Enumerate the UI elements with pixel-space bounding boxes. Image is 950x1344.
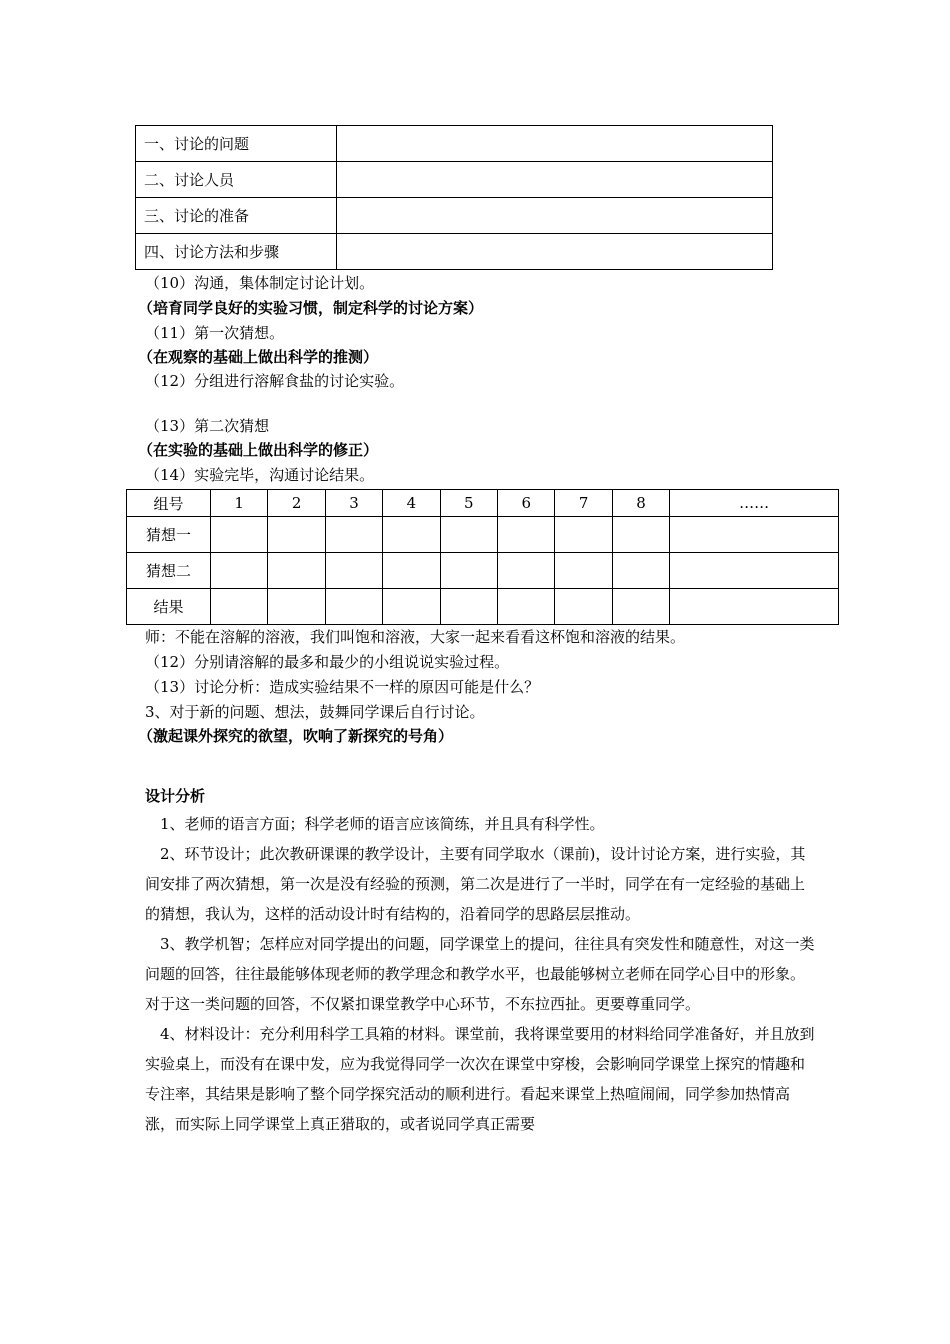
table-row bbox=[136, 198, 773, 234]
note-bold: （培育同学良好的实验习惯，制定科学的讨论方案） bbox=[138, 299, 484, 317]
analysis-body bbox=[145, 809, 815, 1139]
plan-value bbox=[337, 198, 773, 234]
analysis-paragraph: 4、材料设计：充分利用科学工具箱的材料。课堂前，我将课堂要用的材料给同学准备好，并且放到实验桌上，而没有在课中发，应为我觉得同学一次次在课堂中穿梭，会影响同学课堂上探究的情趣和专注率，其结果是影响了整个同学探究活动的顺利进行。看起来课堂上热喧闹闹，同学参加热情高涨，而实际上同学课堂上真正猎取的，或者说同学真正需要 bbox=[145, 1025, 815, 1133]
analysis-paragraph: 1、老师的语言方面；科学老师的语言应该简练，并且具有科学性。 bbox=[160, 815, 605, 833]
column-header: 5 bbox=[440, 490, 497, 517]
step-11: （11）第一次猜想。 bbox=[145, 324, 285, 342]
step-13b: （13）讨论分析：造成实验结果不一样的原因可能是什么？ bbox=[145, 678, 540, 696]
plan-value bbox=[337, 234, 773, 270]
plan-value bbox=[337, 162, 773, 198]
plan-label: 一、讨论的问题 bbox=[136, 126, 337, 162]
note-bold: （激起课外探究的欲望，吹响了新探究的号角） bbox=[138, 727, 454, 745]
table-row bbox=[127, 589, 839, 625]
plan-label: 三、讨论的准备 bbox=[136, 198, 337, 234]
column-header: 4 bbox=[383, 490, 440, 517]
results-table bbox=[126, 489, 839, 625]
column-header: 7 bbox=[555, 490, 612, 517]
column-header: 组号 bbox=[127, 490, 211, 517]
column-header: 8 bbox=[612, 490, 669, 517]
discussion-plan-table bbox=[135, 125, 773, 270]
column-header: 3 bbox=[325, 490, 382, 517]
column-header: 2 bbox=[268, 490, 325, 517]
plan-label: 四、讨论方法和步骤 bbox=[136, 234, 337, 270]
plan-label: 二、讨论人员 bbox=[136, 162, 337, 198]
analysis-paragraph: 2、环节设计；此次教研课课的教学设计，主要有同学取水（课前)，设计讨论方案，进行实验，其间安排了两次猜想，第一次是没有经验的预测，第二次是进行了一半时，同学在有一定经验的基础上的猜想，我认为，这样的活动设计时有结构的，沿着同学的思路层层推动。 bbox=[145, 845, 806, 923]
note-bold: （在观察的基础上做出科学的推测） bbox=[138, 348, 379, 366]
analysis-paragraph: 3、教学机智；怎样应对同学提出的问题，同学课堂上的提问，往往具有突发性和随意性，对这一类问题的回答，往往最能够体现老师的教学理念和教学水平，也最能够树立老师在同学心目中的形象。对于这一类问题的回答，不仅紧扣课堂教学中心环节，不东拉西扯。更要尊重同学。 bbox=[145, 935, 815, 1013]
table-row bbox=[136, 234, 773, 270]
item-3: 3、对于新的问题、想法，鼓舞同学课后自行讨论。 bbox=[145, 703, 485, 721]
table-row bbox=[136, 162, 773, 198]
section-heading: 设计分析 bbox=[145, 787, 206, 805]
step-13: （13）第二次猜想 bbox=[145, 417, 270, 435]
table-header-row bbox=[127, 490, 839, 517]
plan-value bbox=[337, 126, 773, 162]
row-label: 猜想二 bbox=[127, 553, 211, 589]
note-bold: （在实验的基础上做出科学的修正） bbox=[138, 441, 379, 459]
step-12b: （12）分别请溶解的最多和最少的小组说说实验过程。 bbox=[145, 653, 510, 671]
step-10: （10）沟通，集体制定讨论计划。 bbox=[145, 274, 375, 292]
column-header: 6 bbox=[498, 490, 555, 517]
row-label: 猜想一 bbox=[127, 517, 211, 553]
column-header: …… bbox=[670, 490, 839, 517]
table-row bbox=[127, 517, 839, 553]
teacher-line: 师：不能在溶解的溶液，我们叫饱和溶液，大家一起来看看这杯饱和溶液的结果。 bbox=[145, 628, 686, 646]
row-label: 结果 bbox=[127, 589, 211, 625]
step-14: （14）实验完毕，沟通讨论结果。 bbox=[145, 466, 375, 484]
table-row bbox=[136, 126, 773, 162]
table-row bbox=[127, 553, 839, 589]
step-12: （12）分组进行溶解食盐的讨论实验。 bbox=[145, 372, 405, 390]
column-header: 1 bbox=[211, 490, 268, 517]
